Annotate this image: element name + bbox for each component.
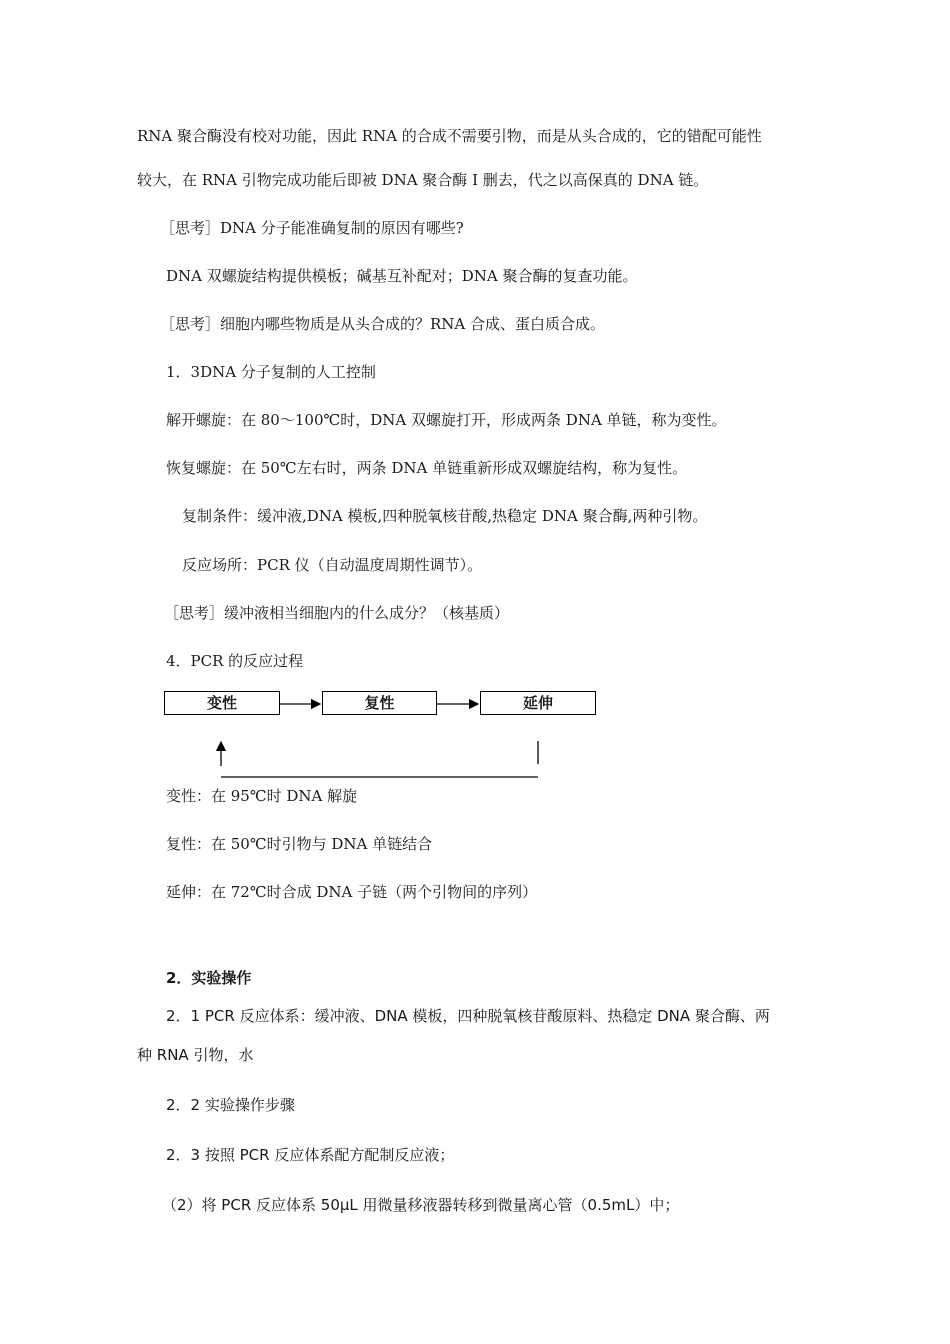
paragraph-line: 恢复螺旋：在 50℃左右时，两条 DNA 单链重新形成双螺旋结构，称为复性。: [166, 459, 688, 477]
paragraph-line: 复制条件：缓冲液,DNA 模板,四种脱氧核苷酸,热稳定 DNA 聚合酶,两种引物。: [182, 507, 708, 525]
think-question: ［思考］细胞内哪些物质是从头合成的？RNA 合成、蛋白质合成。: [160, 315, 606, 333]
step-description: 复性：在 50℃时引物与 DNA 单链结合: [166, 835, 433, 853]
paragraph-line: 种 RNA 引物，水: [137, 1046, 254, 1064]
step-description: 延伸：在 72℃时合成 DNA 子链（两个引物间的序列）: [166, 883, 538, 901]
paragraph-line: （2）将 PCR 反应体系 50μL 用微量移液器转移到微量离心管（0.5mL）中；: [162, 1196, 680, 1214]
paragraph-line: 反应场所：PCR 仪（自动温度周期性调节）。: [182, 556, 483, 574]
box-anneal: 复性: [322, 691, 437, 715]
section-heading: 2．3 按照 PCR 反应体系配方配制反应液；: [166, 1146, 455, 1164]
box-denature: 变性: [164, 691, 280, 715]
paragraph-line: 2．1 PCR 反应体系：缓冲液、DNA 模板，四种脱氧核苷酸原料、热稳定 DNA 聚合酶、两: [166, 1007, 770, 1025]
box-extend: 延伸: [480, 691, 596, 715]
paragraph-line: RNA 聚合酶没有校对功能，因此 RNA 的合成不需要引物，而是从头合成的，它的错配可能性: [137, 127, 762, 145]
section-heading: 2．2 实验操作步骤: [166, 1096, 295, 1114]
paragraph-line: 解开螺旋：在 80～100℃时，DNA 双螺旋打开，形成两条 DNA 单链，称为变性。: [166, 411, 727, 429]
think-question: ［思考］缓冲液相当细胞内的什么成分？（核基质）: [164, 604, 510, 622]
step-description: 变性：在 95℃时 DNA 解旋: [166, 787, 358, 805]
paragraph-line: 较大，在 RNA 引物完成功能后即被 DNA 聚合酶 I 删去，代之以高保真的 DNA 链。: [137, 171, 709, 189]
think-question: ［思考］DNA 分子能准确复制的原因有哪些?: [160, 219, 464, 237]
section-heading: 4．PCR 的反应过程: [166, 652, 304, 670]
section-heading: 1．3DNA 分子复制的人工控制: [166, 363, 376, 381]
section-heading: 2．实验操作: [166, 969, 252, 987]
answer-text: DNA 双螺旋结构提供模板；碱基互补配对；DNA 聚合酶的复查功能。: [166, 267, 638, 285]
